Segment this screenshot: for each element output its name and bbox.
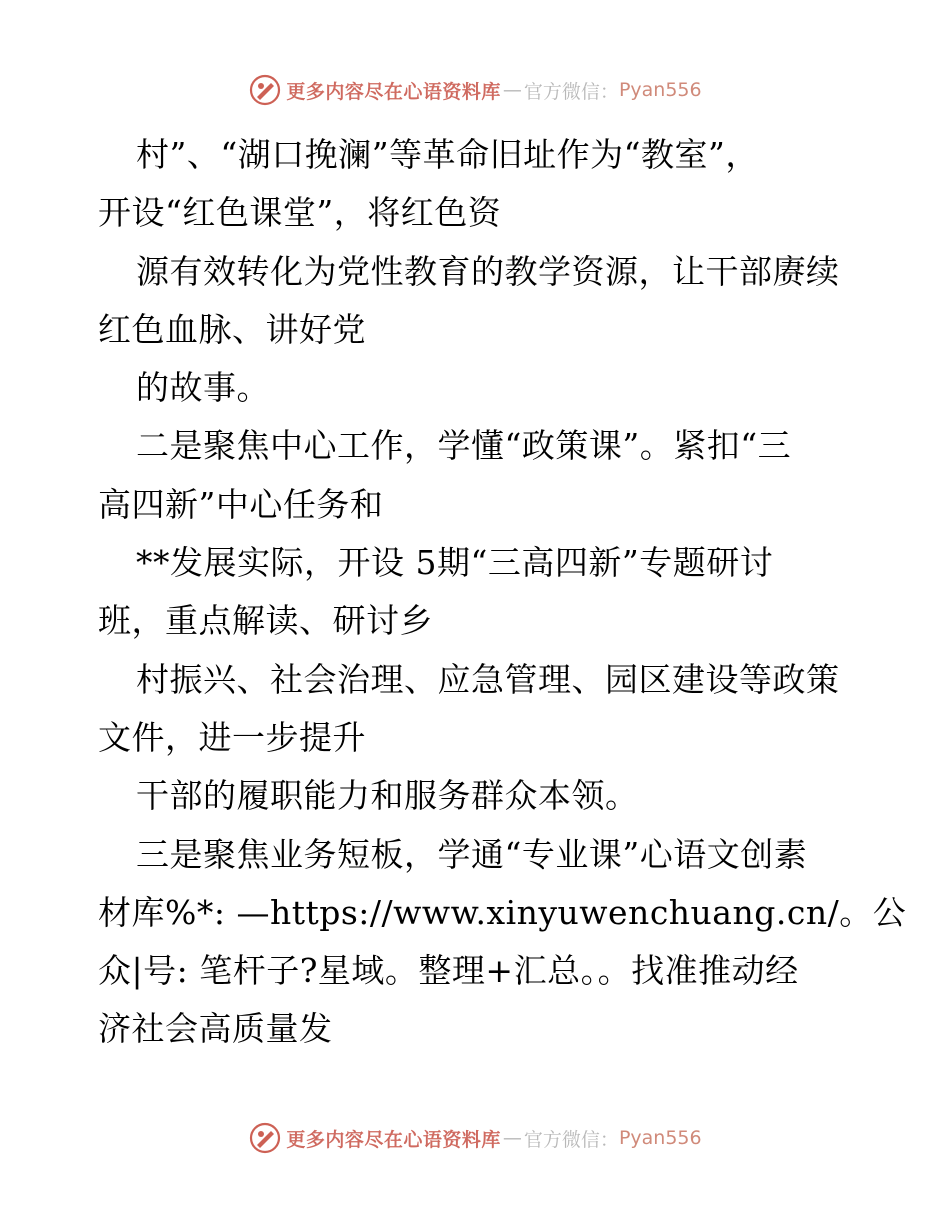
text-line: 济社会高质量发	[98, 1009, 333, 1049]
watermark-wechat-id: Pyan556	[618, 1127, 702, 1149]
watermark-separator: —	[502, 1127, 522, 1149]
text-line: 众|号: 笔杆子?星域。整理+汇总。。找准推动经	[98, 951, 799, 991]
text-line: 干部的履职能力和服务群众本领。	[136, 776, 639, 816]
text-line: 材库%*: —https://www.xinyuwenchuang.cn/。公	[98, 892, 907, 932]
footer-watermark	[0, 1118, 950, 1158]
watermark-wechat-label: 官方微信：	[523, 80, 619, 103]
watermark-site-text: 更多内容尽在心语资料库	[286, 80, 501, 103]
watermark-wechat-label: 官方微信：	[523, 1128, 619, 1151]
watermark-wechat-id: Pyan556	[618, 79, 702, 101]
logo-icon	[248, 73, 282, 107]
text-line: 村振兴、社会治理、应急管理、园区建设等政策	[136, 659, 840, 699]
watermark-separator: —	[502, 79, 522, 101]
header-watermark	[0, 70, 950, 110]
text-line: 二是聚焦中心工作，学懂“政策课”。紧扣“三	[136, 426, 792, 466]
text-line: 村”、“湖口挽澜”等革命旧址作为“教室”，	[136, 135, 759, 174]
text-line: 文件，进一步提升	[98, 717, 366, 757]
text-line: 开设“红色课堂”，将红色资	[98, 193, 502, 233]
logo-icon	[248, 1121, 282, 1155]
text-line: 班，重点解读、研讨乡	[98, 601, 433, 641]
text-line: 红色血脉、讲好党	[98, 309, 366, 349]
watermark-site-text: 更多内容尽在心语资料库	[286, 1128, 501, 1151]
text-line: **发展实际，开设 5期“三高四新”专题研讨	[136, 543, 774, 583]
text-line: 源有效转化为党性教育的教学资源，让干部赓续	[136, 251, 840, 291]
document-body	[98, 126, 907, 1059]
text-line: 的故事。	[136, 368, 270, 408]
text-line: 三是聚焦业务短板，学通“专业课”心语文创素	[136, 834, 808, 874]
text-line: 高四新”中心任务和	[98, 484, 384, 524]
